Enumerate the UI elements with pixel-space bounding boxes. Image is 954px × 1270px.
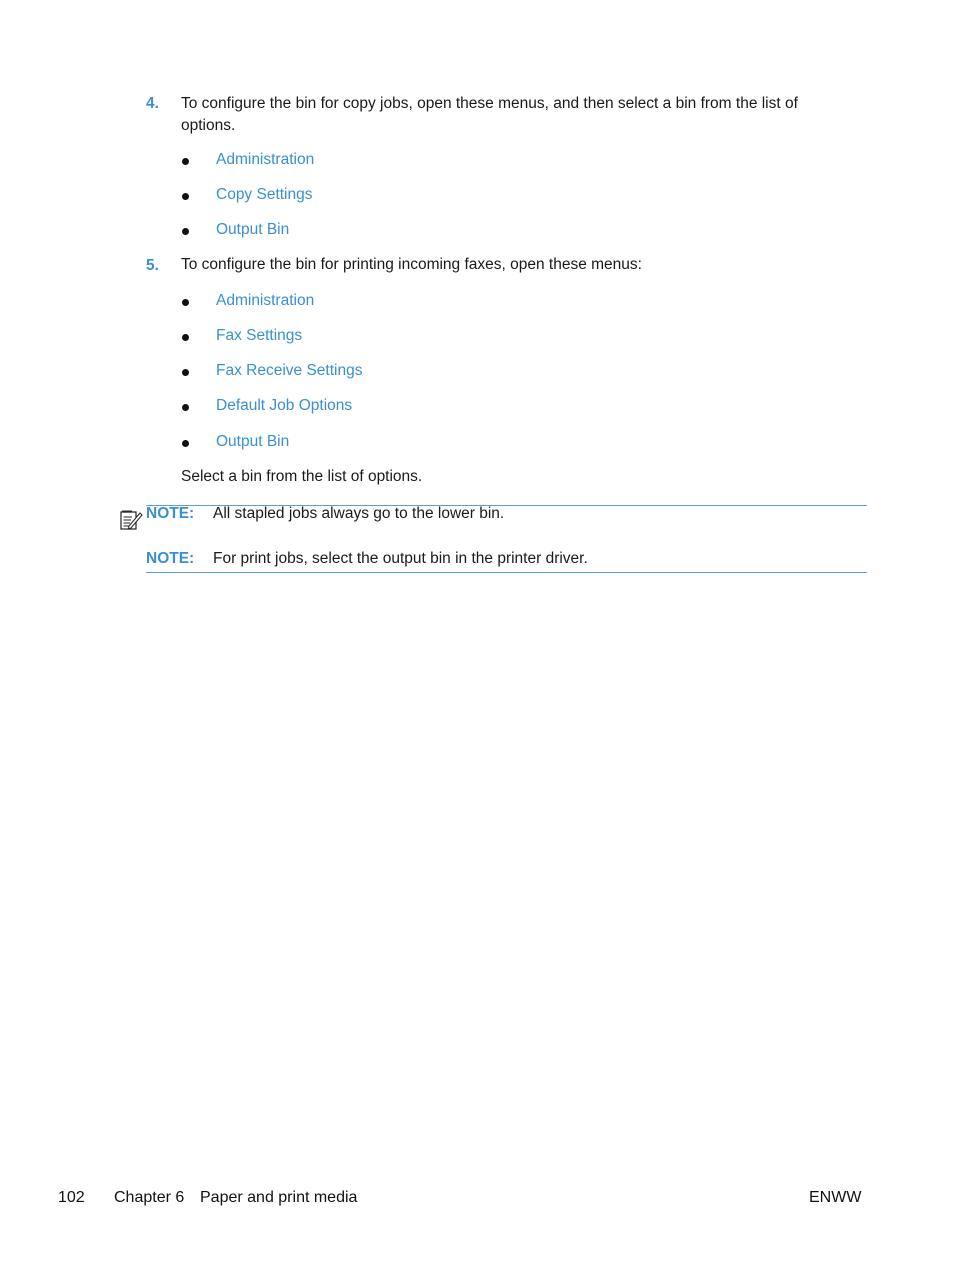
- step-text: To configure the bin for copy jobs, open these menus, and then select a bin from the list of options.: [181, 95, 798, 134]
- step-followup-text: Select a bin from the list of options.: [181, 468, 423, 485]
- step-number: 5.: [146, 257, 159, 274]
- note-icon: [119, 508, 143, 532]
- page-number: 102: [58, 1189, 85, 1206]
- menu-link-administration[interactable]: Administration: [216, 292, 315, 309]
- step-text: To configure the bin for printing incoming faxes, open these menus:: [181, 256, 642, 273]
- menu-link-fax-settings[interactable]: Fax Settings: [216, 327, 303, 344]
- note-text: For print jobs, select the output bin in the printer driver.: [213, 550, 588, 567]
- note-bottom-rule: [146, 572, 867, 573]
- bullet: [182, 193, 189, 200]
- note-label: NOTE:: [146, 505, 195, 522]
- bullet: [182, 369, 189, 376]
- menu-link-copy-settings[interactable]: Copy Settings: [216, 186, 313, 203]
- menu-link-default-job-options[interactable]: Default Job Options: [216, 397, 353, 414]
- menu-link-output-bin[interactable]: Output Bin: [216, 433, 290, 450]
- note-text: All stapled jobs always go to the lower bin.: [213, 505, 505, 522]
- bullet: [182, 404, 189, 411]
- note-label: NOTE:: [146, 550, 195, 567]
- bullet: [182, 228, 189, 235]
- menu-link-output-bin[interactable]: Output Bin: [216, 221, 290, 238]
- footer-locale-code: ENWW: [809, 1189, 862, 1206]
- bullet: [182, 299, 189, 306]
- footer-chapter: Chapter 6: [114, 1189, 185, 1206]
- footer-chapter-title: Paper and print media: [200, 1189, 358, 1206]
- bullet: [182, 334, 189, 341]
- bullet: [182, 440, 189, 447]
- bullet: [182, 158, 189, 165]
- step-number: 4.: [146, 95, 159, 112]
- menu-link-fax-receive-settings[interactable]: Fax Receive Settings: [216, 362, 363, 379]
- menu-link-administration[interactable]: Administration: [216, 151, 315, 168]
